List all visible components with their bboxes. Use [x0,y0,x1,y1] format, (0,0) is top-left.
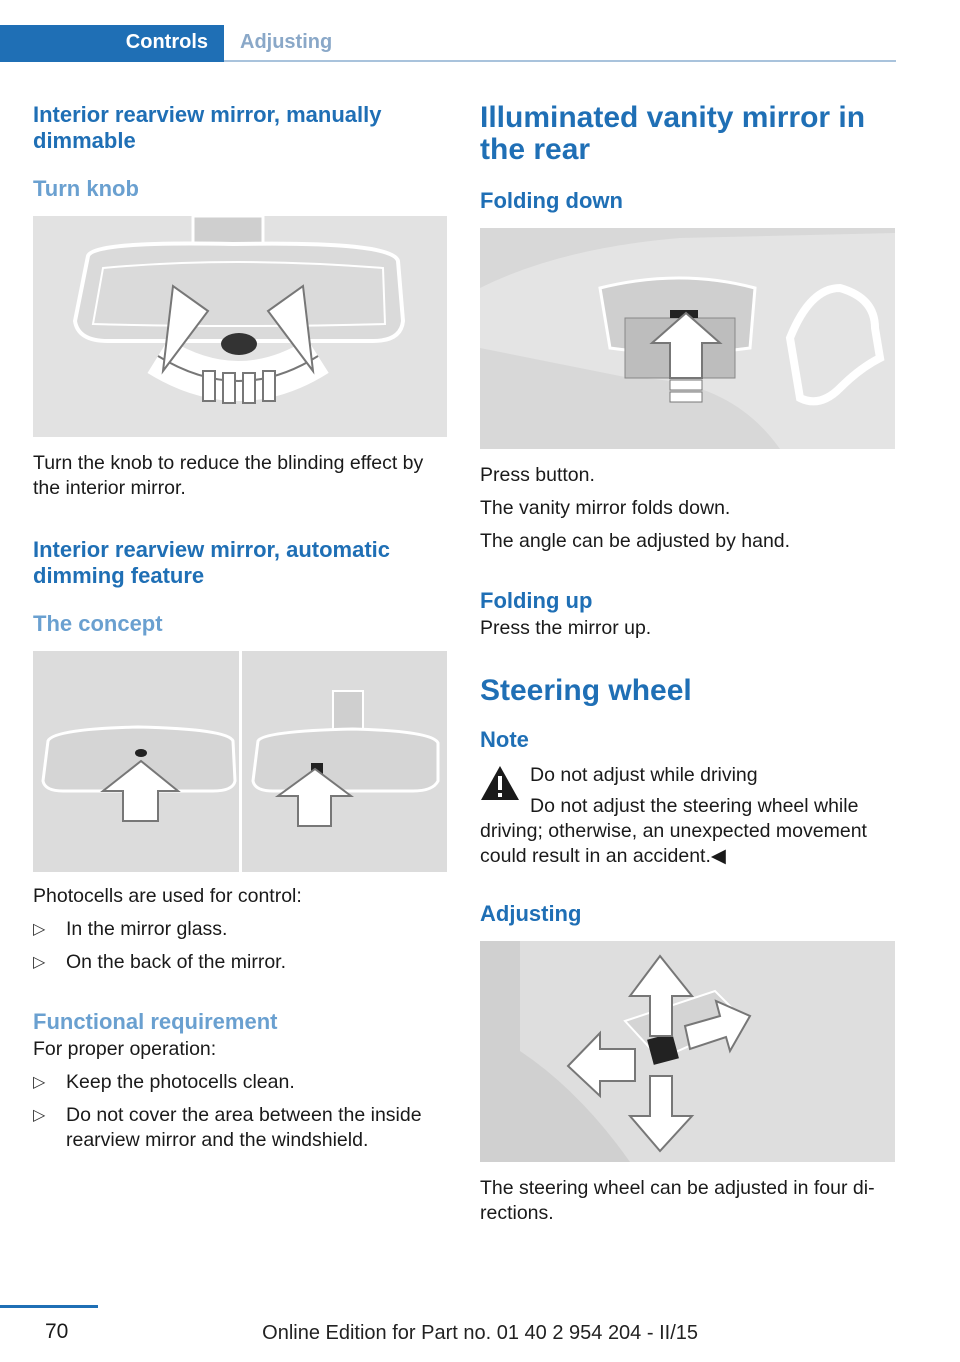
paragraph-turn-knob: Turn the knob to reduce the blinding effect by the interior mirror. [33,452,424,499]
warning-note [480,763,898,869]
tab-adjusting[interactable]: Adjusting [240,31,333,53]
figure-steering-adjust [480,941,895,1162]
left-column [33,102,451,1153]
paragraph-photocells: Photocells are used for control: [33,885,302,907]
footer-rule [0,1305,98,1308]
paragraph-four-directions: The steering wheel can be adjusted in four di‐rections. [480,1177,875,1224]
subheading-folding-down: Folding down [480,188,623,213]
steering-adjust-illustration [480,941,895,1162]
right-column [480,102,898,1226]
page-header [0,0,960,62]
bullet-triangle-icon: ▷ [33,921,46,938]
list-item: ▷ Keep the photocells clean. [33,1071,295,1093]
figure-turn-knob [33,216,447,437]
list-item: ▷ On the back of the mirror. [33,951,287,973]
list-item: ▷ In the mirror glass. [33,918,228,940]
heading-manual-dimming: Interior rearview mirror, manually dimmable [33,102,382,153]
bullet-triangle-icon: ▷ [33,1074,46,1091]
warning-triangle-icon [480,765,520,801]
photocells-illustration [33,651,447,872]
edition-text: Online Edition for Part no. 01 40 2 954 204 - II/15 [262,1322,698,1344]
heading-auto-dimming: Interior rearview mirror, automatic dimming feature [33,537,391,588]
subheading-folding-up: Folding up [480,588,593,613]
list-item: ▷ Do not cover the area between the inside rearview mirror and the windshield. [33,1104,422,1151]
bullet-triangle-icon: ▷ [33,954,46,971]
heading-steering-wheel: Steering wheel [480,674,692,707]
subheading-turn-knob: Turn knob [33,176,139,201]
warning-text: Do not adjust the steering wheel while driving; otherwise, an unexpected movement could result in an accident.◀ [480,795,867,867]
paragraph-angle-adjust: The angle can be adjusted by hand. [480,530,791,552]
figure-vanity-mirror [480,228,895,449]
bullet-triangle-icon: ▷ [33,1107,46,1124]
paragraph-press-button: Press button. [480,464,595,486]
figure-photocells [33,651,447,872]
warning-title: Do not adjust while driving [530,764,758,786]
paragraph-press-mirror-up: Press the mirror up. [480,617,652,639]
mirror-knob-illustration [33,216,447,437]
header-rule [224,60,896,62]
bullet-list-requirements [33,1070,451,1153]
bullet-list-photocells [33,917,451,975]
subheading-concept: The concept [33,611,163,636]
paragraph-proper-operation: For proper operation: [33,1038,217,1060]
tab-controls[interactable]: Controls [0,25,224,62]
heading-vanity-mirror: Illuminated vanity mirror in the rear [480,101,866,166]
subheading-note: Note [480,727,529,752]
subheading-adjusting: Adjusting [480,901,582,926]
vanity-mirror-illustration [480,228,895,449]
paragraph-mirror-folds: The vanity mirror folds down. [480,497,731,519]
page-number: 70 [45,1320,69,1343]
subheading-functional-requirement: Functional requirement [33,1009,278,1034]
